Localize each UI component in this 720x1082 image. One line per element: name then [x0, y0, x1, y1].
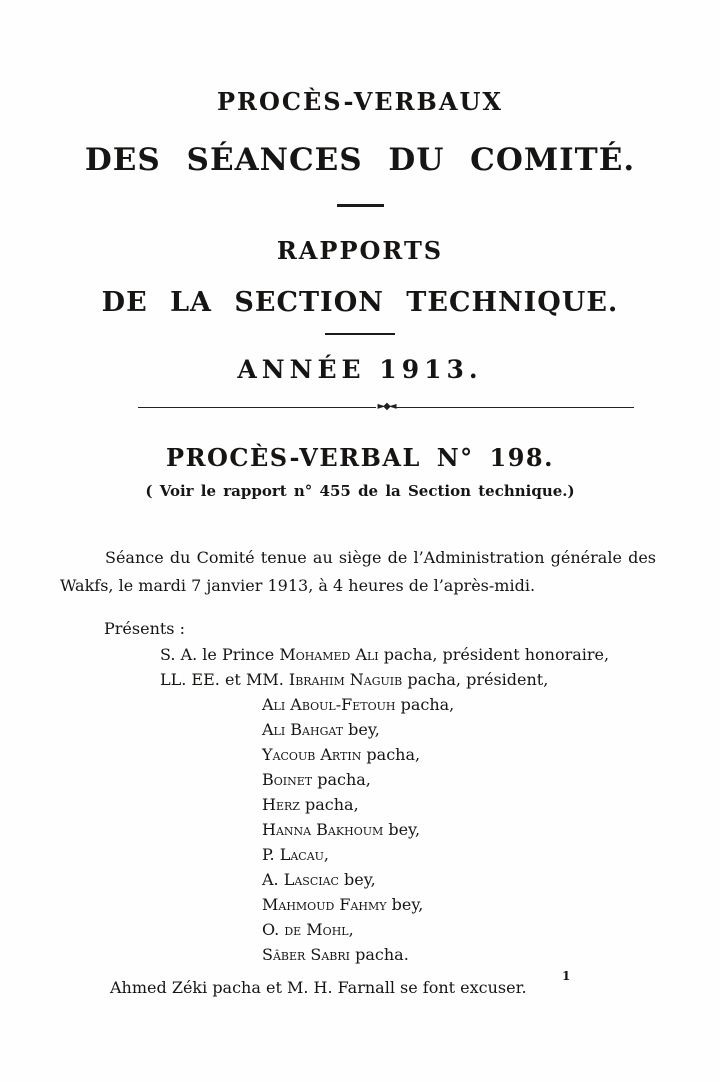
- attendee-prefix: P.: [262, 845, 280, 864]
- divider-ornament-icon: ►◆◄: [377, 401, 395, 412]
- attendee-suffix: bey,: [386, 895, 424, 914]
- attendee-line: [160, 742, 660, 767]
- attendee-name: Boinet: [262, 770, 313, 789]
- attendee-name: Yacoub Artin: [262, 745, 362, 764]
- attendee-prefix: O.: [262, 920, 285, 939]
- attendee-suffix: bey,: [383, 820, 421, 839]
- divider-line-left: [138, 407, 376, 408]
- attendee-prefix: S. A. le Prince: [160, 645, 280, 664]
- attendee-suffix: pacha, président,: [402, 670, 549, 689]
- attendee-line: [160, 942, 660, 967]
- attendees-list: [60, 642, 660, 967]
- attendee-prefix: A.: [262, 870, 284, 889]
- attendee-suffix: bey,: [343, 720, 380, 739]
- attendee-line: [160, 717, 660, 742]
- section-title-line2: DE LA SECTION TECHNIQUE.: [101, 287, 619, 318]
- masthead-rule: [337, 204, 384, 207]
- attendee-suffix: pacha,: [395, 695, 455, 714]
- attendee-suffix: pacha,: [361, 745, 421, 764]
- section-rule: [325, 333, 395, 335]
- attendee-line: [160, 692, 660, 717]
- page-divider: [138, 402, 634, 412]
- attendee-name: Mohamed Ali: [279, 645, 379, 664]
- proces-verbal-heading: PROCÈS-VERBAL N° 198.: [166, 443, 554, 472]
- attendee-suffix: pacha,: [312, 770, 371, 789]
- attendee-suffix: ,: [323, 845, 329, 864]
- masthead-title-line2: DES SÉANCES DU COMITÉ.: [84, 142, 636, 178]
- divider-line-right: [396, 407, 634, 408]
- masthead-title-line1: PROCÈS-VERBAUX: [216, 87, 504, 116]
- attendee-name: Mahmoud Fahmy: [262, 895, 387, 914]
- attendee-name: de Mohl: [284, 920, 349, 939]
- attendee-name: Lasciac: [283, 870, 339, 889]
- attendee-line: [160, 642, 660, 667]
- presents-label: Présents :: [104, 619, 185, 638]
- page-content: [60, 0, 660, 1001]
- attendee-line: [160, 842, 660, 867]
- page-signature-mark: 1: [562, 969, 571, 983]
- attendee-suffix: ,: [348, 920, 354, 939]
- opening-paragraph: Séance du Comité tenue au siège de l’Administration générale des Wakfs, le mardi 7 janvier 1913, à 4 heures de l’après-midi.: [60, 548, 656, 595]
- attendee-name: Ali Bahgat: [262, 720, 344, 739]
- attendee-suffix: bey,: [338, 870, 376, 889]
- reference-note: ( Voir le rapport n° 455 de la Section technique.): [145, 482, 575, 500]
- year-heading: ANNÉE 1913.: [237, 355, 483, 384]
- excused-note: Ahmed Zéki pacha et M. H. Farnall se font excuser.: [110, 978, 527, 997]
- attendee-line: [160, 667, 660, 692]
- attendee-line: [160, 817, 660, 842]
- attendee-line: [160, 867, 660, 892]
- section-title-line1: RAPPORTS: [276, 236, 444, 265]
- attendee-line: [160, 917, 660, 942]
- attendee-name: Herz: [262, 795, 300, 814]
- attendee-suffix: pacha, président honoraire,: [378, 645, 610, 664]
- attendee-line: [160, 792, 660, 817]
- attendee-name: Hanna Bakhoum: [262, 820, 384, 839]
- attendee-suffix: pacha,: [299, 795, 359, 814]
- attendee-name: Lacau: [279, 845, 324, 864]
- attendee-line: [160, 767, 660, 792]
- attendee-name: Ibrahim Naguib: [288, 670, 403, 689]
- attendee-name: Ali Aboul-Fetouh: [262, 695, 396, 714]
- attendee-name: Sâber Sabri: [262, 945, 351, 964]
- attendee-suffix: pacha.: [350, 945, 409, 964]
- attendee-line: [160, 892, 660, 917]
- attendee-prefix: LL. EE. et MM.: [160, 670, 289, 689]
